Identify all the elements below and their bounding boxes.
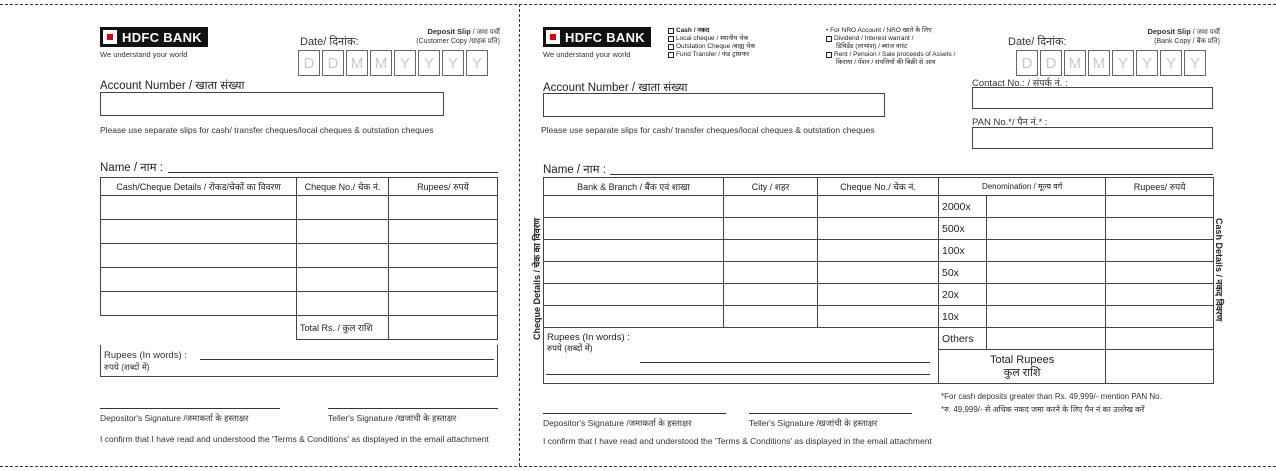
col-header-details: Cash/Cheque Details / रोकड/चेकों का विवरण xyxy=(101,178,297,196)
total-rupees-label: Total Rupees कुल राशि xyxy=(939,350,1106,384)
col-header-bank-branch: Bank & Branch / बैंक एवं शाखा xyxy=(544,178,724,196)
pan-field[interactable] xyxy=(972,127,1213,149)
date-input[interactable]: D D M M Y Y Y Y xyxy=(298,50,490,76)
col-header-city: City / शहर xyxy=(724,178,818,196)
date-label: Date/ दिनांक: xyxy=(300,36,359,48)
amount-field[interactable] xyxy=(1106,196,1214,218)
nro-note: • For NRO Account / NRO खाते के लिए xyxy=(826,27,932,34)
center-cut-line xyxy=(519,4,520,466)
nro-checkboxes: • For NRO Account / NRO खाते के लिए Dividend / Interest warrant / डिविडेंड (लाभांश) / ब्याज वारंट Rent / Pension / Sale proceeds of Assets / किराया / पेंशन / संपत्तियों की बिक्री से आय xyxy=(826,27,956,66)
checkbox-icon[interactable] xyxy=(668,52,674,58)
separate-slips-note: Please use separate slips for cash/ transfer cheques/local cheques & outstation cheques xyxy=(541,125,875,135)
count-field[interactable] xyxy=(987,196,1106,218)
rupees-in-words-field[interactable] xyxy=(200,359,494,360)
table-row[interactable] xyxy=(544,218,1214,240)
total-row xyxy=(101,316,498,340)
checkbox-rent-pension[interactable]: Rent / Pension / Sale proceeds of Assets / xyxy=(826,51,955,59)
table-row[interactable] xyxy=(544,240,1214,262)
account-number-field[interactable] xyxy=(543,93,885,117)
slip-heading: Deposit Slip / जमा पर्ची (Customer Copy /ग्राहक प्रति) xyxy=(416,27,500,45)
count-field[interactable] xyxy=(987,262,1106,284)
account-number-label: Account Number / खाता संख्या xyxy=(543,82,688,94)
tagline: We understand your world xyxy=(543,50,631,59)
checkbox-local-cheque[interactable]: Local cheque / स्थानीय चेक xyxy=(668,35,755,43)
rupees-in-words-label-hi: रुपये (शब्दों में) xyxy=(104,362,150,372)
table-row[interactable] xyxy=(101,220,498,244)
table-row[interactable] xyxy=(544,284,1214,306)
cheque-details-table xyxy=(100,177,498,340)
checkbox-outstation-cheque[interactable]: Outstation Cheque /बाह्य चेक xyxy=(668,43,755,51)
table-row[interactable] xyxy=(101,268,498,292)
checkbox-cash[interactable]: Cash / नकद xyxy=(668,27,755,35)
table-row[interactable] xyxy=(101,292,498,316)
top-cut-line xyxy=(0,4,1276,5)
amount-field[interactable] xyxy=(1106,262,1214,284)
date-label: Date/ दिनांक: xyxy=(1008,36,1067,48)
depositor-signature-line[interactable] xyxy=(100,408,280,409)
denomination: 100x xyxy=(939,240,987,262)
denomination: 10x xyxy=(939,306,987,328)
col-header-cheque-no: Cheque No./ चेक नं. xyxy=(818,178,939,196)
count-field[interactable] xyxy=(987,240,1106,262)
depositor-signature-label: Depositor's Signature /जमाकर्ता के हस्ताक्षर xyxy=(543,418,692,428)
teller-signature-label: Teller's Signature /खजांची के हस्ताक्षर xyxy=(749,418,878,428)
count-field[interactable] xyxy=(987,306,1106,328)
account-number-label: Account Number / खाता संख्या xyxy=(100,80,245,92)
contact-field[interactable] xyxy=(972,87,1213,109)
table-row[interactable] xyxy=(544,196,1214,218)
checkbox-icon[interactable] xyxy=(826,36,832,42)
col-header-rupees: Rupees/ रुपये xyxy=(389,178,498,196)
name-label: Name / नाम : xyxy=(543,164,606,176)
depositor-signature-line[interactable] xyxy=(543,413,726,414)
table-row[interactable] xyxy=(101,244,498,268)
checkbox-fund-transfer[interactable]: Fund Transfer / फंड ट्रांसफर xyxy=(668,51,755,59)
checkbox-icon[interactable] xyxy=(668,28,674,34)
rupees-in-words-field[interactable] xyxy=(640,362,930,363)
pan-label: PAN No.*/ पैन नं.* : xyxy=(972,117,1048,128)
denomination: 500x xyxy=(939,218,987,240)
checkbox-icon[interactable] xyxy=(826,52,832,58)
table-row[interactable] xyxy=(544,328,1214,350)
date-input[interactable]: D D M M Y Y Y Y xyxy=(1016,50,1208,76)
col-header-rupees: Rupees/ रुपये xyxy=(1106,178,1214,196)
hdfc-logo-icon xyxy=(103,30,117,44)
total-label: Total Rs. / कुल राशि xyxy=(297,316,389,340)
total-amount-field[interactable] xyxy=(389,316,498,340)
depositor-signature-label: Depositor's Signature /जमाकर्ता के हस्ताक्षर xyxy=(100,413,249,423)
name-label: Name / नाम : xyxy=(100,162,163,174)
hdfc-logo: HDFC BANK xyxy=(543,27,651,47)
name-field[interactable] xyxy=(168,172,498,173)
confirm-note: I confirm that I have read and understood the 'Terms & Conditions' as displayed in the email attachment xyxy=(543,436,932,446)
teller-signature-label: Teller's Signature /खजांची के हस्ताक्षर xyxy=(328,413,457,423)
denomination: 20x xyxy=(939,284,987,306)
teller-signature-line[interactable] xyxy=(749,413,912,414)
rupees-in-words-cell[interactable]: Rupees (In words) : रुपये (शब्दों में) xyxy=(544,328,939,384)
count-field[interactable] xyxy=(987,218,1106,240)
bottom-cut-line xyxy=(0,466,1276,467)
rupees-in-words-line-2[interactable] xyxy=(546,374,930,375)
denomination: 2000x xyxy=(939,196,987,218)
name-field[interactable] xyxy=(610,174,1213,175)
total-amount-field[interactable] xyxy=(1106,350,1214,384)
teller-signature-line[interactable] xyxy=(328,408,498,409)
table-row[interactable] xyxy=(101,196,498,220)
tagline: We understand your world xyxy=(100,50,188,59)
amount-field[interactable] xyxy=(1106,218,1214,240)
count-field[interactable] xyxy=(987,284,1106,306)
slip-heading: Deposit Slip / जमा पर्ची (Bank Copy / बैंक प्रति) xyxy=(1147,27,1220,45)
checkbox-dividend[interactable]: Dividend / Interest warrant / xyxy=(826,35,955,43)
checkbox-icon[interactable] xyxy=(668,36,674,42)
count-field[interactable] xyxy=(987,328,1106,350)
col-header-cheque-no: Cheque No./ चेक नं. xyxy=(297,178,389,196)
confirm-note: I confirm that I have read and understood the 'Terms & Conditions' as displayed in the email attachment xyxy=(100,434,489,444)
cheque-details-vertical-label: Cheque Details / चेक का विवरण xyxy=(532,218,542,340)
pan-note: *For cash deposits greater than Rs. 49,999/- mention PAN No. xyxy=(941,392,1162,401)
rupees-in-words-label: Rupees (In words) : xyxy=(104,350,187,361)
table-row[interactable] xyxy=(544,306,1214,328)
amount-field[interactable] xyxy=(1106,306,1214,328)
cash-details-vertical-label: Cash Details / नकद विवरण xyxy=(1214,218,1224,322)
separate-slips-note: Please use separate slips for cash/ transfer cheques/local cheques & outstation cheques xyxy=(100,125,434,135)
deposit-type-checkboxes xyxy=(668,27,755,59)
col-header-denomination: Denomination / मूल्य वर्ग xyxy=(939,178,1106,196)
contact-label: Contact No.: / संपर्क नं. : xyxy=(972,78,1068,89)
denomination: 50x xyxy=(939,262,987,284)
amount-field[interactable] xyxy=(1106,284,1214,306)
amount-field[interactable] xyxy=(1106,328,1214,350)
pan-note-hi: *रु. 49,999/- से अधिक नकद जमा करने के लिए पैन नं का उल्लेख करें xyxy=(941,405,1145,414)
cheque-cash-table xyxy=(543,177,1214,384)
checkbox-icon[interactable] xyxy=(668,44,674,50)
denomination: Others xyxy=(939,328,987,350)
amount-field[interactable] xyxy=(1106,240,1214,262)
hdfc-logo-icon xyxy=(546,30,560,44)
account-number-field[interactable] xyxy=(100,92,444,116)
table-row[interactable] xyxy=(544,262,1214,284)
hdfc-logo: HDFC BANK xyxy=(100,27,208,47)
